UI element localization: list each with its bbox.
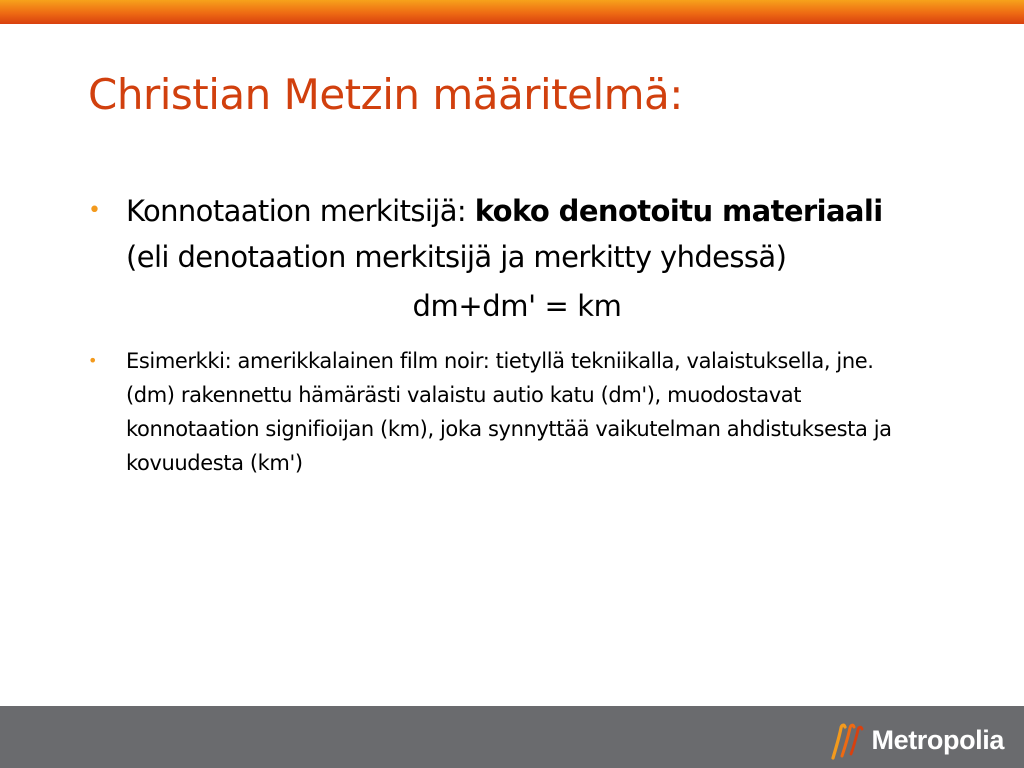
bullet-icon: • xyxy=(88,351,98,370)
bullet-item xyxy=(88,188,908,280)
slide-content xyxy=(88,188,908,480)
bullet-text: Konnotaation merkitsijä: xyxy=(126,194,475,228)
bullet-text-continued: (eli denotaation merkitsijä ja merkitty yhdessä) xyxy=(126,240,787,274)
slide-title: Christian Metzin määritelmä: xyxy=(88,70,683,119)
bullet-text: Esimerkki: amerikkalainen film noir: tietyllä tekniikalla, valaistuksella, jne. (dm) rakennettu hämärästi valaistu autio katu (dm'), muodostavat konnotaation signifioijan (km), joka synnyttää vaikutelman ahdistuksesta ja kovuudesta (km') xyxy=(126,349,892,475)
bullet-item xyxy=(88,344,908,480)
bullet-bold-text: koko denotoitu materiaali xyxy=(474,194,883,228)
bullet-icon: • xyxy=(88,198,101,223)
metropolia-logo xyxy=(827,720,1004,760)
logo-text: Metropolia xyxy=(871,724,1004,755)
formula: dm+dm' = km xyxy=(412,289,622,323)
top-accent-bar xyxy=(0,0,1024,24)
metropolia-logo-icon xyxy=(827,720,867,760)
footer-bar xyxy=(0,706,1024,768)
